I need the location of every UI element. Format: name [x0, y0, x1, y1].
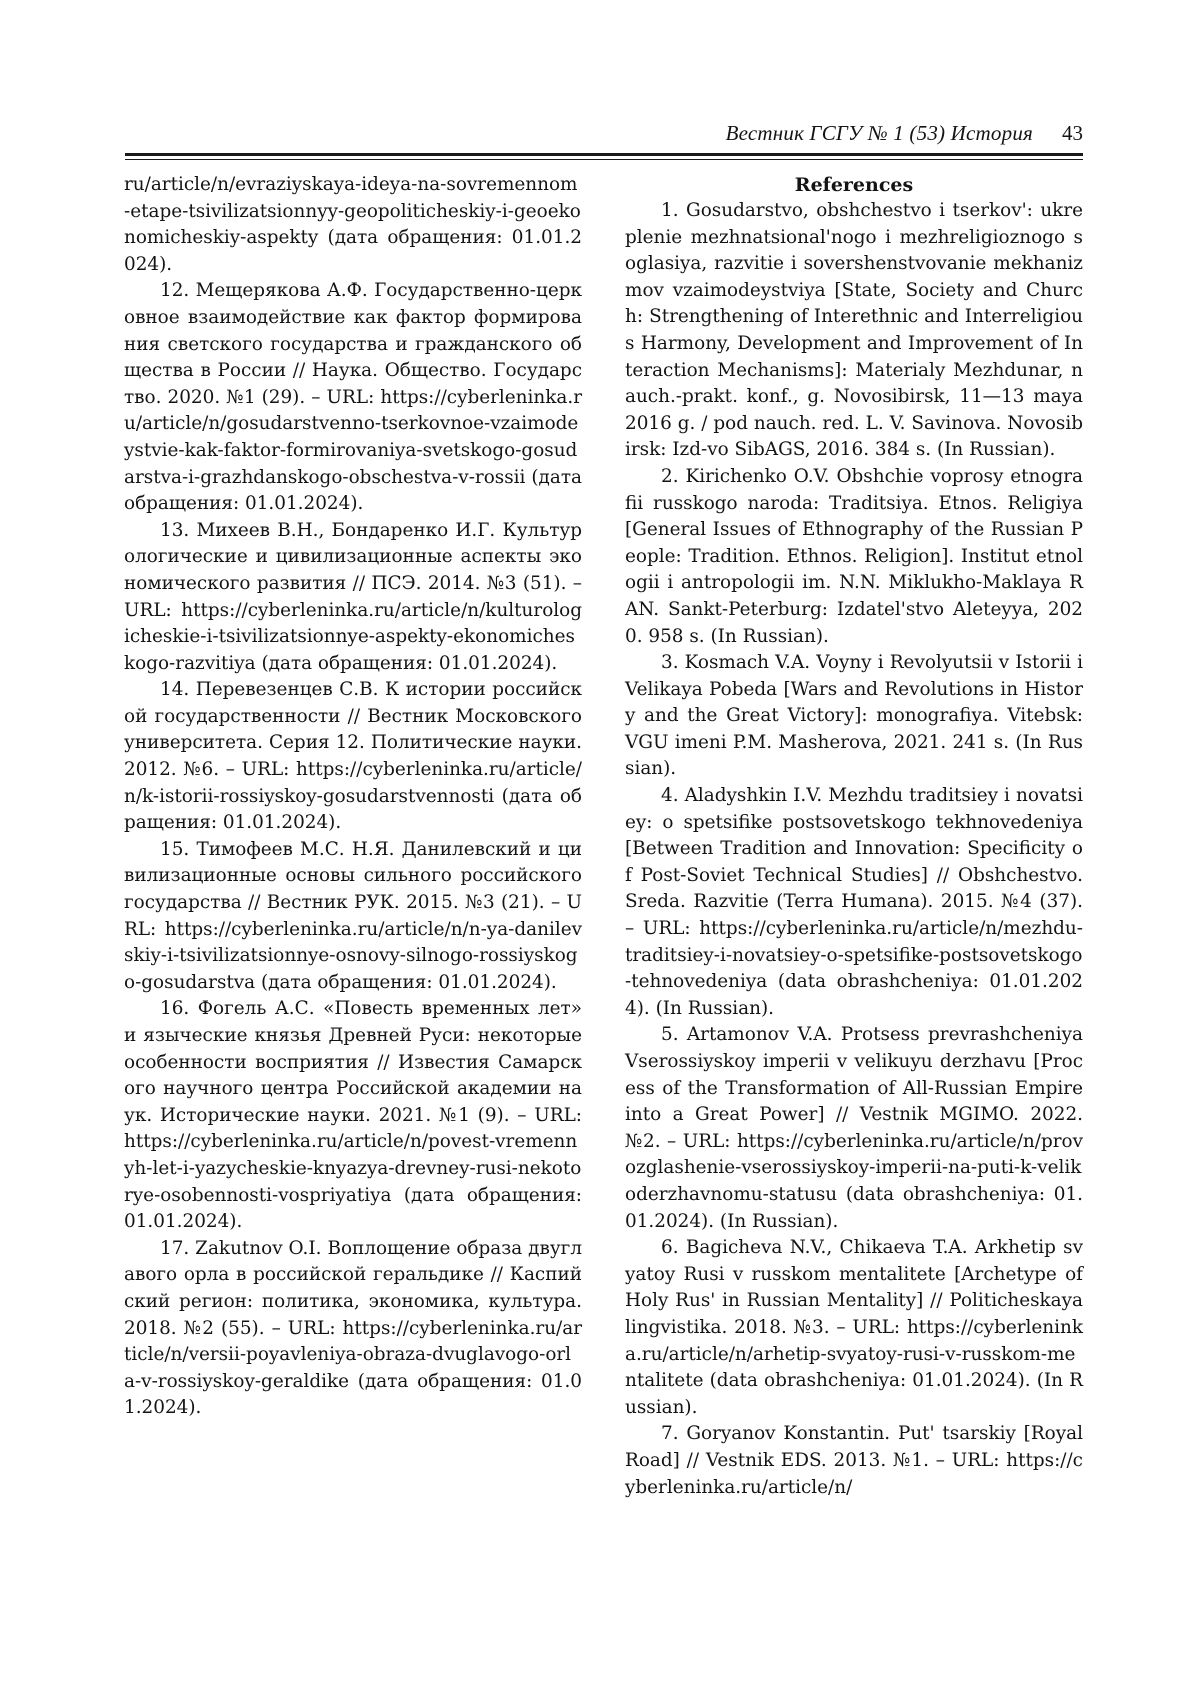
reference-entry-14: 14. Перевезенцев С.В. К истории российской государственности // Вестник Московского университета. Серия 12. Политические науки. 2012. №6. – URL: https://cyberleninka.ru/article/n/k-istorii-rossiyskoy-gosudarstvennosti (дата обращения: 01.01.2024).	[124, 679, 582, 834]
reference-entry-16: 16. Фогель А.С. «Повесть временных лет» и языческие князья Древней Руси: некоторые особенности восприятия // Известия Самарского научного центра Российской академии наук. Исторические науки. 2021. №1 (9). – URL: https://cyberleninka.ru/article/n/povest-vremennyh-let-i-yazycheskie-knyazya-drevney-rusi-nekotorye-osobennosti-vospriyatiya (дата обращения: 01.01.2024).	[124, 998, 582, 1233]
references-entry-7: 7. Goryanov Konstantin. Put' tsarskiy [Royal Road] // Vestnik EDS. 2013. №1. – URL: https://cyberleninka.ru/article/n/	[625, 1423, 1083, 1498]
header-rule-thin	[125, 159, 1083, 160]
references-entry-2: 2. Kirichenko O.V. Obshchie voprosy etnografii russkogo naroda: Traditsiya. Etnos. Religiya [General Issues of Ethnography of the Russian People: Tradition. Ethnos. Religion]. Institut etnologii i antropologii im. N.N. Miklukho-Maklaya RAN. Sankt-Peterburg: Izdatel'stvo Aleteyya, 2020. 958 s. (In Russian).	[625, 465, 1083, 647]
references-entry-6: 6. Bagicheva N.V., Chikaeva T.A. Arkhetip svyatoy Rusi v russkom mentalitete [Archetype of Holy Rus' in Russian Mentality] // Politicheskaya lingvistika. 2018. №3. – URL: https://cyberleninka.ru/article/n/arhetip-svyatoy-rusi-v-russkom-mentalitete (data obrashcheniya: 01.01.2024). (In Russian).	[625, 1237, 1083, 1418]
references-heading: References	[794, 174, 914, 196]
reference-entry-17: 17. Zakutnov O.I. Воплощение образа двуглавого орла в российской геральдике // Каспийский регион: политика, экономика, культура. 2018. №2 (55). – URL: https://cyberleninka.ru/article/n/versii-poyavleniya-obraza-dvuglavogo-orla-v-rossiyskoy-geraldike (дата обращения: 01.01.2024).	[124, 1237, 582, 1419]
running-header	[125, 118, 1083, 148]
reference-entry-12: 12. Мещерякова А.Ф. Государственно-церковное взаимодействие как фактор формирования светского государства и гражданского общества в России // Наука. Общество. Государство. 2020. №1 (29). – URL: https://cyberleninka.ru/article/n/gosudarstvenno-tserkovnoe-vzaimodeystvie-kak-faktor-formirovaniya-svetskogo-gosudarstva-i-grazhdanskogo-obschestva-v-rossii (дата обращения: 01.01.2024).	[124, 280, 582, 515]
references-entry-5: 5. Artamonov V.A. Protsess prevrashcheniya Vserossiyskoy imperii v velikuyu derzhavu [Process of the Transformation of All-Russian Empire into a Great Power] // Vestnik MGIMO. 2022. №2. – URL: https://cyberleninka.ru/article/n/provozglashenie-vserossiyskoy-imperii-na-puti-k-velikoderzhavnomu-statusu (data obrashcheniya: 01.01.2024). (In Russian).	[625, 1024, 1083, 1232]
right-column	[625, 172, 1083, 1501]
references-entry-3: 3. Kosmach V.A. Voyny i Revolyutsii v Istorii i Velikaya Pobeda [Wars and Revolutions in History and the Great Victory]: monografiya. Vitebsk: VGU imeni P.M. Masherova, 2021. 241 s. (In Russian).	[625, 652, 1083, 780]
references-entry-4: 4. Aladyshkin I.V. Mezhdu traditsiey i novatsiey: o spetsifike postsovetskogo tekhnovedeniya [Between Tradition and Innovation: Specificity of Post-Soviet Technical Studies] // Obshchestvo. Sreda. Razvitie (Terra Humana). 2015. №4 (37). – URL: https://cyberleninka.ru/article/n/mezhdu-traditsiey-i-novatsiey-o-spetsifike-postsovetskogo-tehnovedeniya (data obrashcheniya: 01.01.2024). (In Russian).	[625, 785, 1083, 1019]
header-rule-thick	[125, 153, 1083, 156]
left-column	[124, 172, 582, 1422]
journal-title: Вестник ГСГУ № 1 (53) История	[725, 121, 1033, 145]
reference-entry-13: 13. Михеев В.Н., Бондаренко И.Г. Культурологические и цивилизационные аспекты экономического развития // ПСЭ. 2014. №3 (51). – URL: https://cyberleninka.ru/article/n/kulturologicheskie-i-tsivilizatsionnye-aspekty-ekonomicheskogo-razvitiya (дата обращения: 01.01.2024).	[124, 519, 582, 674]
page-number: 43	[1062, 121, 1083, 145]
references-entry-1: 1. Gosudarstvo, obshchestvo i tserkov': ukreplenie mezhnatsional'nogo i mezhreligioznogo soglasiya, razvitie i sovershenstvovanie mekhanizmov vzaimodeystviya [State, Society and Church: Strengthening of Interethnic and Interreligious Harmony, Development and Improvement of Interaction Mechanisms]: Materialy Mezhdunar, nauch.-prakt. konf., g. Novosibirsk, 11—13 maya 2016 g. / pod nauch. red. L. V. Savinova. Novosibirsk: Izd-vo SibAGS, 2016. 384 s. (In Russian).	[625, 200, 1083, 461]
reference-entry-15: 15. Тимофеев М.С. Н.Я. Данилевский и цивилизационные основы сильного российского государства // Вестник РУК. 2015. №3 (21). – URL: https://cyberleninka.ru/article/n/n-ya-danilevskiy-i-tsivilizatsionnye-osnovy-silnogo-rossiyskogo-gosudarstva (дата обращения: 01.01.2024).	[124, 838, 582, 993]
reference-entry-continued: ru/article/n/evraziyskaya-ideya-na-sovremennom-etape-tsivilizatsionnyy-geopoliticheskiy-i-geoekonomicheskiy-aspekty (дата обращения: 01.01.2024).	[124, 174, 582, 275]
